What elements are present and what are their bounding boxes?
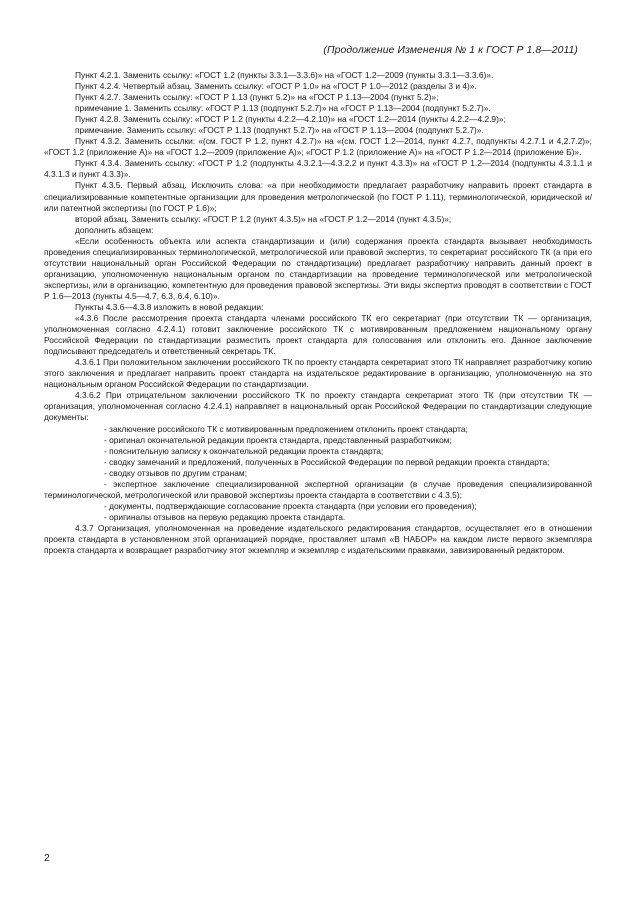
paragraph: Пункт 4.2.4. Четвертый абзац. Заменить ссылку: «ГОСТ Р 1.0» на «ГОСТ Р 1.0—2012 (разделы 3 и 4)». bbox=[75, 81, 477, 92]
list-item: - пояснительную записку к окончательной редакции проекта стандарта; bbox=[104, 445, 384, 456]
paragraph: Пункт 4.2.1. Заменить ссылку: «ГОСТ 1.2 (пункты 3.3.1—3.3.6)» на «ГОСТ 1.2—2009 (пункты 3.3.1—3.3.6)». bbox=[75, 70, 494, 80]
paragraph: дополнить абзацем: bbox=[75, 224, 154, 235]
paragraph: второй абзац. Заменить ссылку: «ГОСТ Р 1.2 (пункт 4.3.5)» на «ГОСТ Р 1.2—2014 (пункт 4.3.5)»; bbox=[75, 213, 452, 224]
paragraph: 4.3.6.1 При положительном заключении российского ТК по проекту стандарта секретариат этого ТК направляет разработчику копию этого заключения и предлагает направить проект стандарта на издательское редактирование в организацию, уполномоченную на это национальным органом Российской Федерации по стандартизации. bbox=[44, 357, 592, 390]
list-item: - сводку отзывов по другим странам; bbox=[104, 467, 247, 478]
paragraph: примечание 1. Заменить ссылку: «ГОСТ Р 1.13 (подпункт 5.2.7)» на «ГОСТ Р 1.13—2004 (подпункт 5.2.7)». bbox=[75, 103, 491, 114]
paragraph: «Если особенность объекта или аспекта стандартизации и (или) содержания проекта стандарта вызывает необходимость проведения специализированных терминологической, метрологической или правовой экспертиз, то секретариат российского ТК (а при его отсутствии национальный орган Российской Федерации по стандартизации) предлагает разработчику направить данный проект в организацию, уполномоченную национальным органом по стандартизации на проведение терминологической или метрологической экспертизы, или в организацию, компетентную для проведения правовой экспертизы. Эти виды экспертиз проводят в соответствии с ГОСТ Р 1.6—2013 (пункты 4.5—4.7, 6.3, 6.4, 6.10)». bbox=[44, 235, 592, 301]
paragraph: «4.3.6 После рассмотрения проекта стандарта членами российского ТК его секретариат (при отсутствии ТК — организация, уполномоченная согласно 4.2.4.1) готовит заключение российского ТК с мотивированным предложением национальному органу Российской Федерации по стандартизации разместить проект стандарта для голосования или отклонить его. Данное заключение подписывают председатель и ответственный секретарь ТК. bbox=[44, 313, 592, 357]
list-item: - сводку замечаний и предложений, полученных в Российской Федерации по первой редакции проекта стандарта; bbox=[104, 456, 550, 467]
list-item: - экспертное заключение специализированной экспертной организации (в случае проведения специализированной терминологической, метрологической или правовой экспертизы проекта стандарта в соответствии с 4.3.5); bbox=[44, 478, 592, 500]
paragraph: Пункт 4.3.5. Первый абзац. Исключить слова: «а при необходимости предлагает разработчику направить проект стандарта в специализированные компетентные организации для проведения метрологической (по ГОСТ Р 1.11), терминологической, юридической и/или патентной экспертизы (по ГОСТ Р 1.6)»; bbox=[44, 180, 592, 213]
list-item: - документы, подтверждающие согласование проекта стандарта (при условии его проведения); bbox=[104, 500, 477, 511]
paragraph: Пункты 4.3.6—4.3.8 изложить в новой редакции: bbox=[75, 301, 264, 312]
paragraph: примечание. Заменить ссылку: «ГОСТ Р 1.13 (подпункт 5.2.7)» на «ГОСТ Р 1.13—2004 (подпункт 5.2.7)». bbox=[75, 125, 484, 136]
paragraph: 4.3.7 Организация, уполномоченная на проведение издательского редактирования стандартов, осуществляет его в отношении проекта стандарта в установленном этой организацией порядке, проставляет штамп «В НАБОР» на каждом листе первого экземпляра проекта стандарта и возвращает разработчику этот экземпляр и экземпляр с издательскими правками, завизированный редактором. bbox=[44, 522, 592, 556]
paragraph: Пункт 4.2.7. Заменить ссылку: «ГОСТ Р 1.13 (пункт 5.2)» на «ГОСТ Р 1.13—2004 (пункт 5.2)»; bbox=[75, 92, 439, 103]
paragraph: 4.3.6.2 При отрицательном заключении российского ТК по проекту стандарта секретариат этого ТК (при отсутствии ТК — организация, уполномоченная согласно 4.2.4.1) направляет в национальный орган Российской Федерации по стандартизации следующие документы: bbox=[44, 390, 592, 423]
document-body bbox=[44, 70, 592, 556]
paragraph: Пункт 4.3.2. Заменить ссылки: «(см. ГОСТ Р 1.2, пункт 4.2.7)» на «(см. ГОСТ 1.2—2014, пункт 4.2.7, подпункты 4.2.7.1 и 4,2.7.2)»; «ГОСТ 1.2 (приложение А)» на «ГОСТ 1.2—2009 (приложение А)»; «ГОСТ Р 1.2 (приложение А)» на «ГОСТ Р 1.2—2014 (приложение Б)». bbox=[44, 136, 592, 158]
paragraph: Пункт 4.2.8. Заменить ссылку: «ГОСТ Р 1.2 (пункты 4.2.2—4.2.10)» на «ГОСТ 1.2—2014 (пункты 4.2.2—4.2.9)»; bbox=[75, 114, 506, 125]
list-item: - оригинал окончательной редакции проекта стандарта, представленный разработчиком; bbox=[104, 434, 452, 445]
page-number: 2 bbox=[44, 852, 50, 864]
list-item: - оригиналы отзывов на первую редакцию проекта стандарта. bbox=[104, 511, 346, 522]
page-header: (Продолжение Изменения № 1 к ГОСТ Р 1.8—2011) bbox=[323, 45, 578, 56]
list-item: - заключение российского ТК с мотивированным предложением отклонить проект стандарта; bbox=[104, 423, 468, 434]
paragraph: Пункт 4.3.4. Заменить ссылку: «ГОСТ Р 1.2 (подпункты 4.3.2.1—4.3.2.2 и пункт 4.3.3)» на «ГОСТ Р 1.2—2014 (подпункты 4.3.1.1 и 4.3.1.3 и пункт 4.3.3)». bbox=[44, 158, 592, 180]
